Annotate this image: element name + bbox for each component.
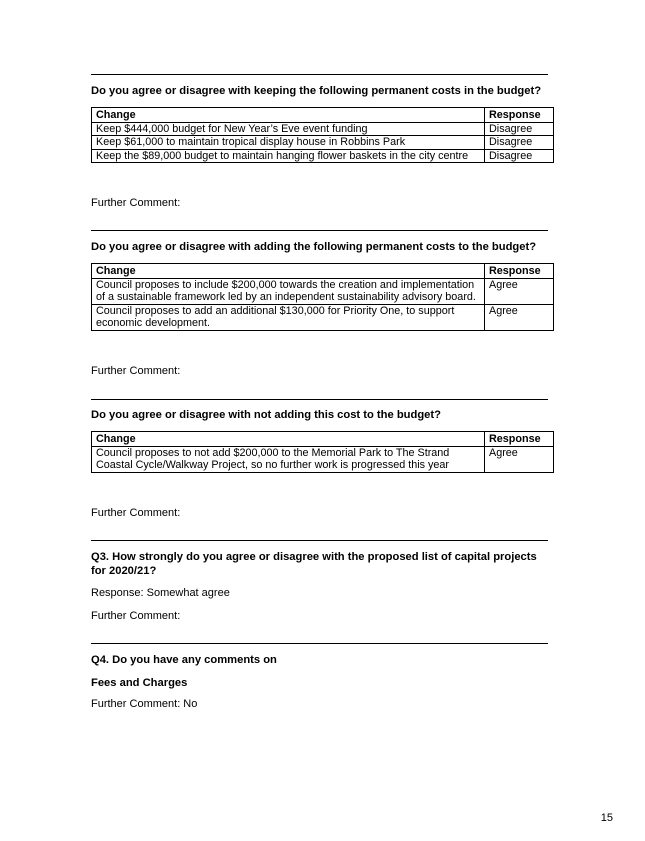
- table-header-row: [92, 108, 554, 123]
- divider-line: [91, 230, 548, 231]
- q4-subheading: Fees and Charges: [91, 677, 188, 689]
- question-heading-not-adding-cost: Do you agree or disagree with not adding this cost to the budget?: [91, 409, 441, 421]
- column-header-change: Change: [92, 108, 485, 123]
- response-cell: Disagree: [485, 149, 554, 163]
- question-heading-add-costs: Do you agree or disagree with adding the following permanent costs to the budget?: [91, 241, 537, 253]
- table-row: [92, 136, 554, 150]
- column-header-change: Change: [92, 432, 485, 447]
- divider-line: [91, 643, 548, 644]
- change-cell: Council proposes to add an additional $130,000 for Priority One, to support economic development.: [92, 304, 485, 330]
- column-header-response: Response: [485, 108, 554, 123]
- further-comment-label: Further Comment:: [91, 365, 181, 377]
- table-row: [92, 446, 554, 472]
- column-header-change: Change: [92, 264, 485, 279]
- not-adding-cost-table: [91, 431, 554, 473]
- column-header-response: Response: [485, 432, 554, 447]
- further-comment-text: Further Comment: No: [91, 698, 198, 710]
- question-heading-q3: Q3. How strongly do you agree or disagree with the proposed list of capital projects for 2020/21?: [91, 551, 537, 577]
- further-comment-label: Further Comment:: [91, 507, 181, 519]
- response-cell: Agree: [485, 446, 554, 472]
- q3-response: Response: Somewhat agree: [91, 587, 230, 599]
- table-header-row: [92, 264, 554, 279]
- table-header-row: [92, 432, 554, 447]
- further-comment-label: Further Comment:: [91, 197, 181, 209]
- response-cell: Disagree: [485, 136, 554, 150]
- add-costs-table: [91, 263, 554, 331]
- divider-line: [91, 540, 548, 541]
- divider-line: [91, 74, 548, 75]
- further-comment-label: Further Comment:: [91, 610, 181, 622]
- change-cell: Keep $61,000 to maintain tropical display house in Robbins Park: [92, 136, 485, 150]
- divider-line: [91, 399, 548, 400]
- change-cell: Council proposes to include $200,000 towards the creation and implementation of a sustainable framework led by an independent sustainability advisory board.: [92, 278, 485, 304]
- table-row: [92, 122, 554, 136]
- question-heading-keep-costs: Do you agree or disagree with keeping the following permanent costs in the budget?: [91, 85, 542, 97]
- keep-costs-table: [91, 107, 554, 163]
- column-header-response: Response: [485, 264, 554, 279]
- change-cell: Keep $444,000 budget for New Year’s Eve event funding: [92, 122, 485, 136]
- page-number: 15: [600, 812, 613, 824]
- change-cell: Keep the $89,000 budget to maintain hanging flower baskets in the city centre: [92, 149, 485, 163]
- change-cell: Council proposes to not add $200,000 to the Memorial Park to The Strand Coastal Cycle/Walkway Project, so no further work is progressed this year: [92, 446, 485, 472]
- response-cell: Disagree: [485, 122, 554, 136]
- response-cell: Agree: [485, 278, 554, 304]
- question-heading-q4: Q4. Do you have any comments on: [91, 654, 277, 666]
- response-cell: Agree: [485, 304, 554, 330]
- table-row: [92, 149, 554, 163]
- table-row: [92, 304, 554, 330]
- table-row: [92, 278, 554, 304]
